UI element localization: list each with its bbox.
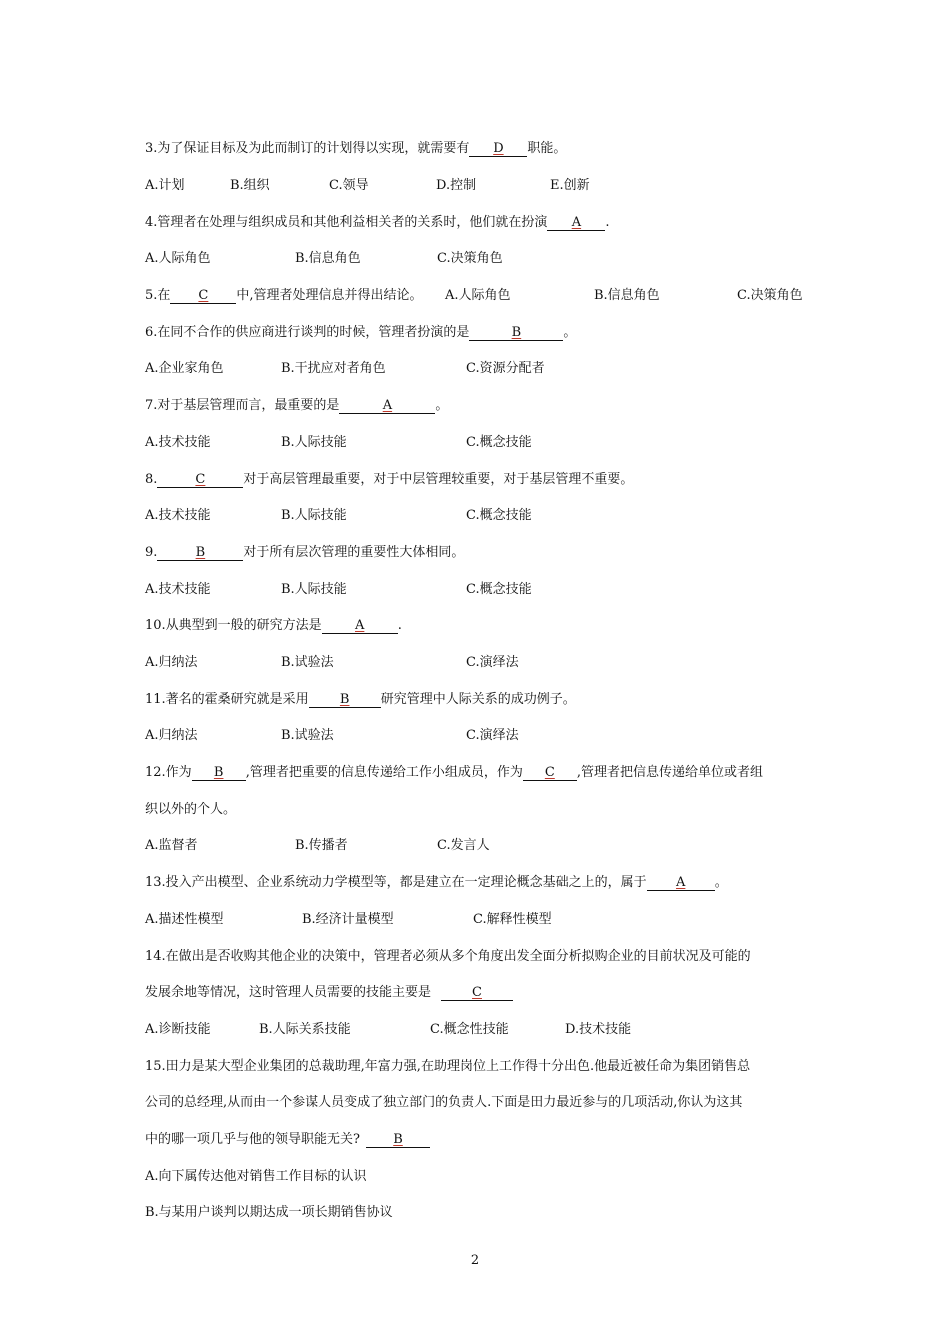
answer-blank [322,618,398,634]
question-12-continuation: 织以外的个人。 [145,802,237,817]
answer-blank [339,398,435,414]
answer-blank [170,288,236,304]
question-text-mid: ,管理者把重要的信息传递给工作小组成员，作为 [245,765,523,780]
answer: B [195,545,206,560]
question-12 [145,761,763,781]
question-14-continuation [145,981,513,1001]
question-8 [145,468,633,488]
option-d: D.技术技能 [565,1022,632,1037]
answer: B [393,1132,403,1147]
option-a: A.计划 [145,178,185,193]
option-c: C.概念性技能 [430,1022,509,1037]
option-c: C.概念技能 [466,435,532,450]
question-5 [145,284,423,304]
option-c: C.决策角色 [437,251,503,266]
question-text: 7.对于基层管理而言，最重要的是 [145,398,340,413]
option-b: B.试验法 [281,728,334,743]
answer: C [544,765,555,780]
option-a: A.技术技能 [145,435,211,450]
option-d: D.控制 [436,178,477,193]
answer: A [571,215,582,230]
answer-blank [469,141,527,157]
option-a: A.诊断技能 [145,1022,211,1037]
answer-blank [441,985,513,1001]
option-c: C.概念技能 [466,508,532,523]
option-a: A.技术技能 [145,582,211,597]
question-text-end: 中,管理者处理信息并得出结论。 [236,288,423,303]
question-text: 12.作为 [145,765,192,780]
question-4 [145,211,610,231]
option-b: B.人际技能 [281,582,347,597]
option-c: C.决策角色 [737,288,803,303]
option-b: B.与某用户谈判以期达成一项长期销售协议 [145,1205,393,1220]
question-text: 13.投入产出模型、企业系统动力学模型等，都是建立在一定理论概念基础之上的，属于 [145,875,647,890]
answer-blank [157,545,243,561]
option-c: C.演绎法 [466,655,519,670]
option-a: A.向下属传达他对销售工作目标的认识 [145,1169,367,1184]
option-a: A.人际角色 [445,288,511,303]
option-a: A.技术技能 [145,508,211,523]
option-c: C.概念技能 [466,582,532,597]
answer: A [354,618,365,633]
answer: D [493,141,504,156]
page-number: 2 [470,1253,480,1268]
question-text: 中的哪一项几乎与他的领导职能无关? [145,1132,360,1147]
option-b: B.传播者 [295,838,348,853]
question-text-end: . [397,618,402,633]
answer-blank [469,325,563,341]
option-b: B.经济计量模型 [302,912,394,927]
answer-blank-2 [523,765,577,781]
question-text: 5.在 [145,288,171,303]
question-15-continuation-2 [145,1128,430,1148]
question-13 [145,871,728,891]
option-a: A.人际角色 [145,251,211,266]
option-a: A.归纳法 [145,655,198,670]
question-text: 8. [145,472,158,487]
answer: A [675,875,686,890]
option-c: C.解释性模型 [473,912,552,927]
question-text-end: ,管理者把信息传递给单位或者组 [576,765,763,780]
option-e: E.创新 [550,178,590,193]
question-10 [145,614,402,634]
option-b: B.信息角色 [295,251,361,266]
question-text: 10.从典型到一般的研究方法是 [145,618,322,633]
question-text-end: 。 [714,875,728,890]
answer-blank [157,472,243,488]
question-14: 14.在做出是否收购其他企业的决策中，管理者必须从多个角度出发全面分析拟购企业的目前状况及可能的 [145,949,751,964]
question-text-end: 对于高层管理最重要，对于中层管理较重要，对于基层管理不重要。 [243,472,634,487]
option-b: B.人际关系技能 [259,1022,351,1037]
question-11 [145,688,576,708]
option-a: A.企业家角色 [145,361,224,376]
option-c: C.演绎法 [466,728,519,743]
option-b: B.人际技能 [281,508,347,523]
question-3 [145,137,566,157]
answer: C [198,288,209,303]
question-text: 6.在同不合作的供应商进行谈判的时候，管理者扮演的是 [145,325,470,340]
question-text-end: 对于所有层次管理的重要性大体相同。 [243,545,465,560]
question-text: 11.著名的霍桑研究就是采用 [145,692,309,707]
question-text-end: 。 [563,325,577,340]
option-a: A.监督者 [145,838,198,853]
question-15: 15.田力是某大型企业集团的总裁助理,年富力强,在助理岗位上工作得十分出色.他最近被任命为集团销售总 [145,1059,751,1074]
answer-blank [647,875,715,891]
answer: C [472,985,482,1000]
question-text: 9. [145,545,158,560]
answer-blank [309,692,381,708]
option-c: C.发言人 [437,838,490,853]
question-text: 发展余地等情况，这时管理人员需要的技能主要是 [145,985,432,1000]
question-6 [145,321,576,341]
question-7 [145,394,448,414]
question-text: 3.为了保证目标及为此而制订的计划得以实现，就需要有 [145,141,470,156]
question-text-end: . [605,215,610,230]
option-c: C.领导 [329,178,369,193]
answer: B [339,692,350,707]
option-b: B.试验法 [281,655,334,670]
answer-blank [547,215,605,231]
question-9 [145,541,464,561]
question-15-continuation-1: 公司的总经理,从而由一个参谋人员变成了独立部门的负责人.下面是田力最近参与的几项活动,你认为这其 [145,1095,743,1110]
option-b: B.人际技能 [281,435,347,450]
answer: B [511,325,522,340]
question-text-end: 。 [435,398,449,413]
question-text: 4.管理者在处理与组织成员和其他利益相关者的关系时，他们就在扮演 [145,215,548,230]
option-a: A.归纳法 [145,728,198,743]
option-c: C.资源分配者 [466,361,545,376]
answer-blank [366,1132,430,1148]
option-b: B.组织 [230,178,270,193]
question-text-end: 职能。 [527,141,567,156]
option-b: B.信息角色 [594,288,660,303]
question-text-end: 研究管理中人际关系的成功例子。 [380,692,576,707]
answer: A [382,398,393,413]
answer: B [213,765,224,780]
answer: C [195,472,206,487]
answer-blank-1 [192,765,246,781]
option-b: B.干扰应对者角色 [281,361,386,376]
option-a: A.描述性模型 [145,912,224,927]
